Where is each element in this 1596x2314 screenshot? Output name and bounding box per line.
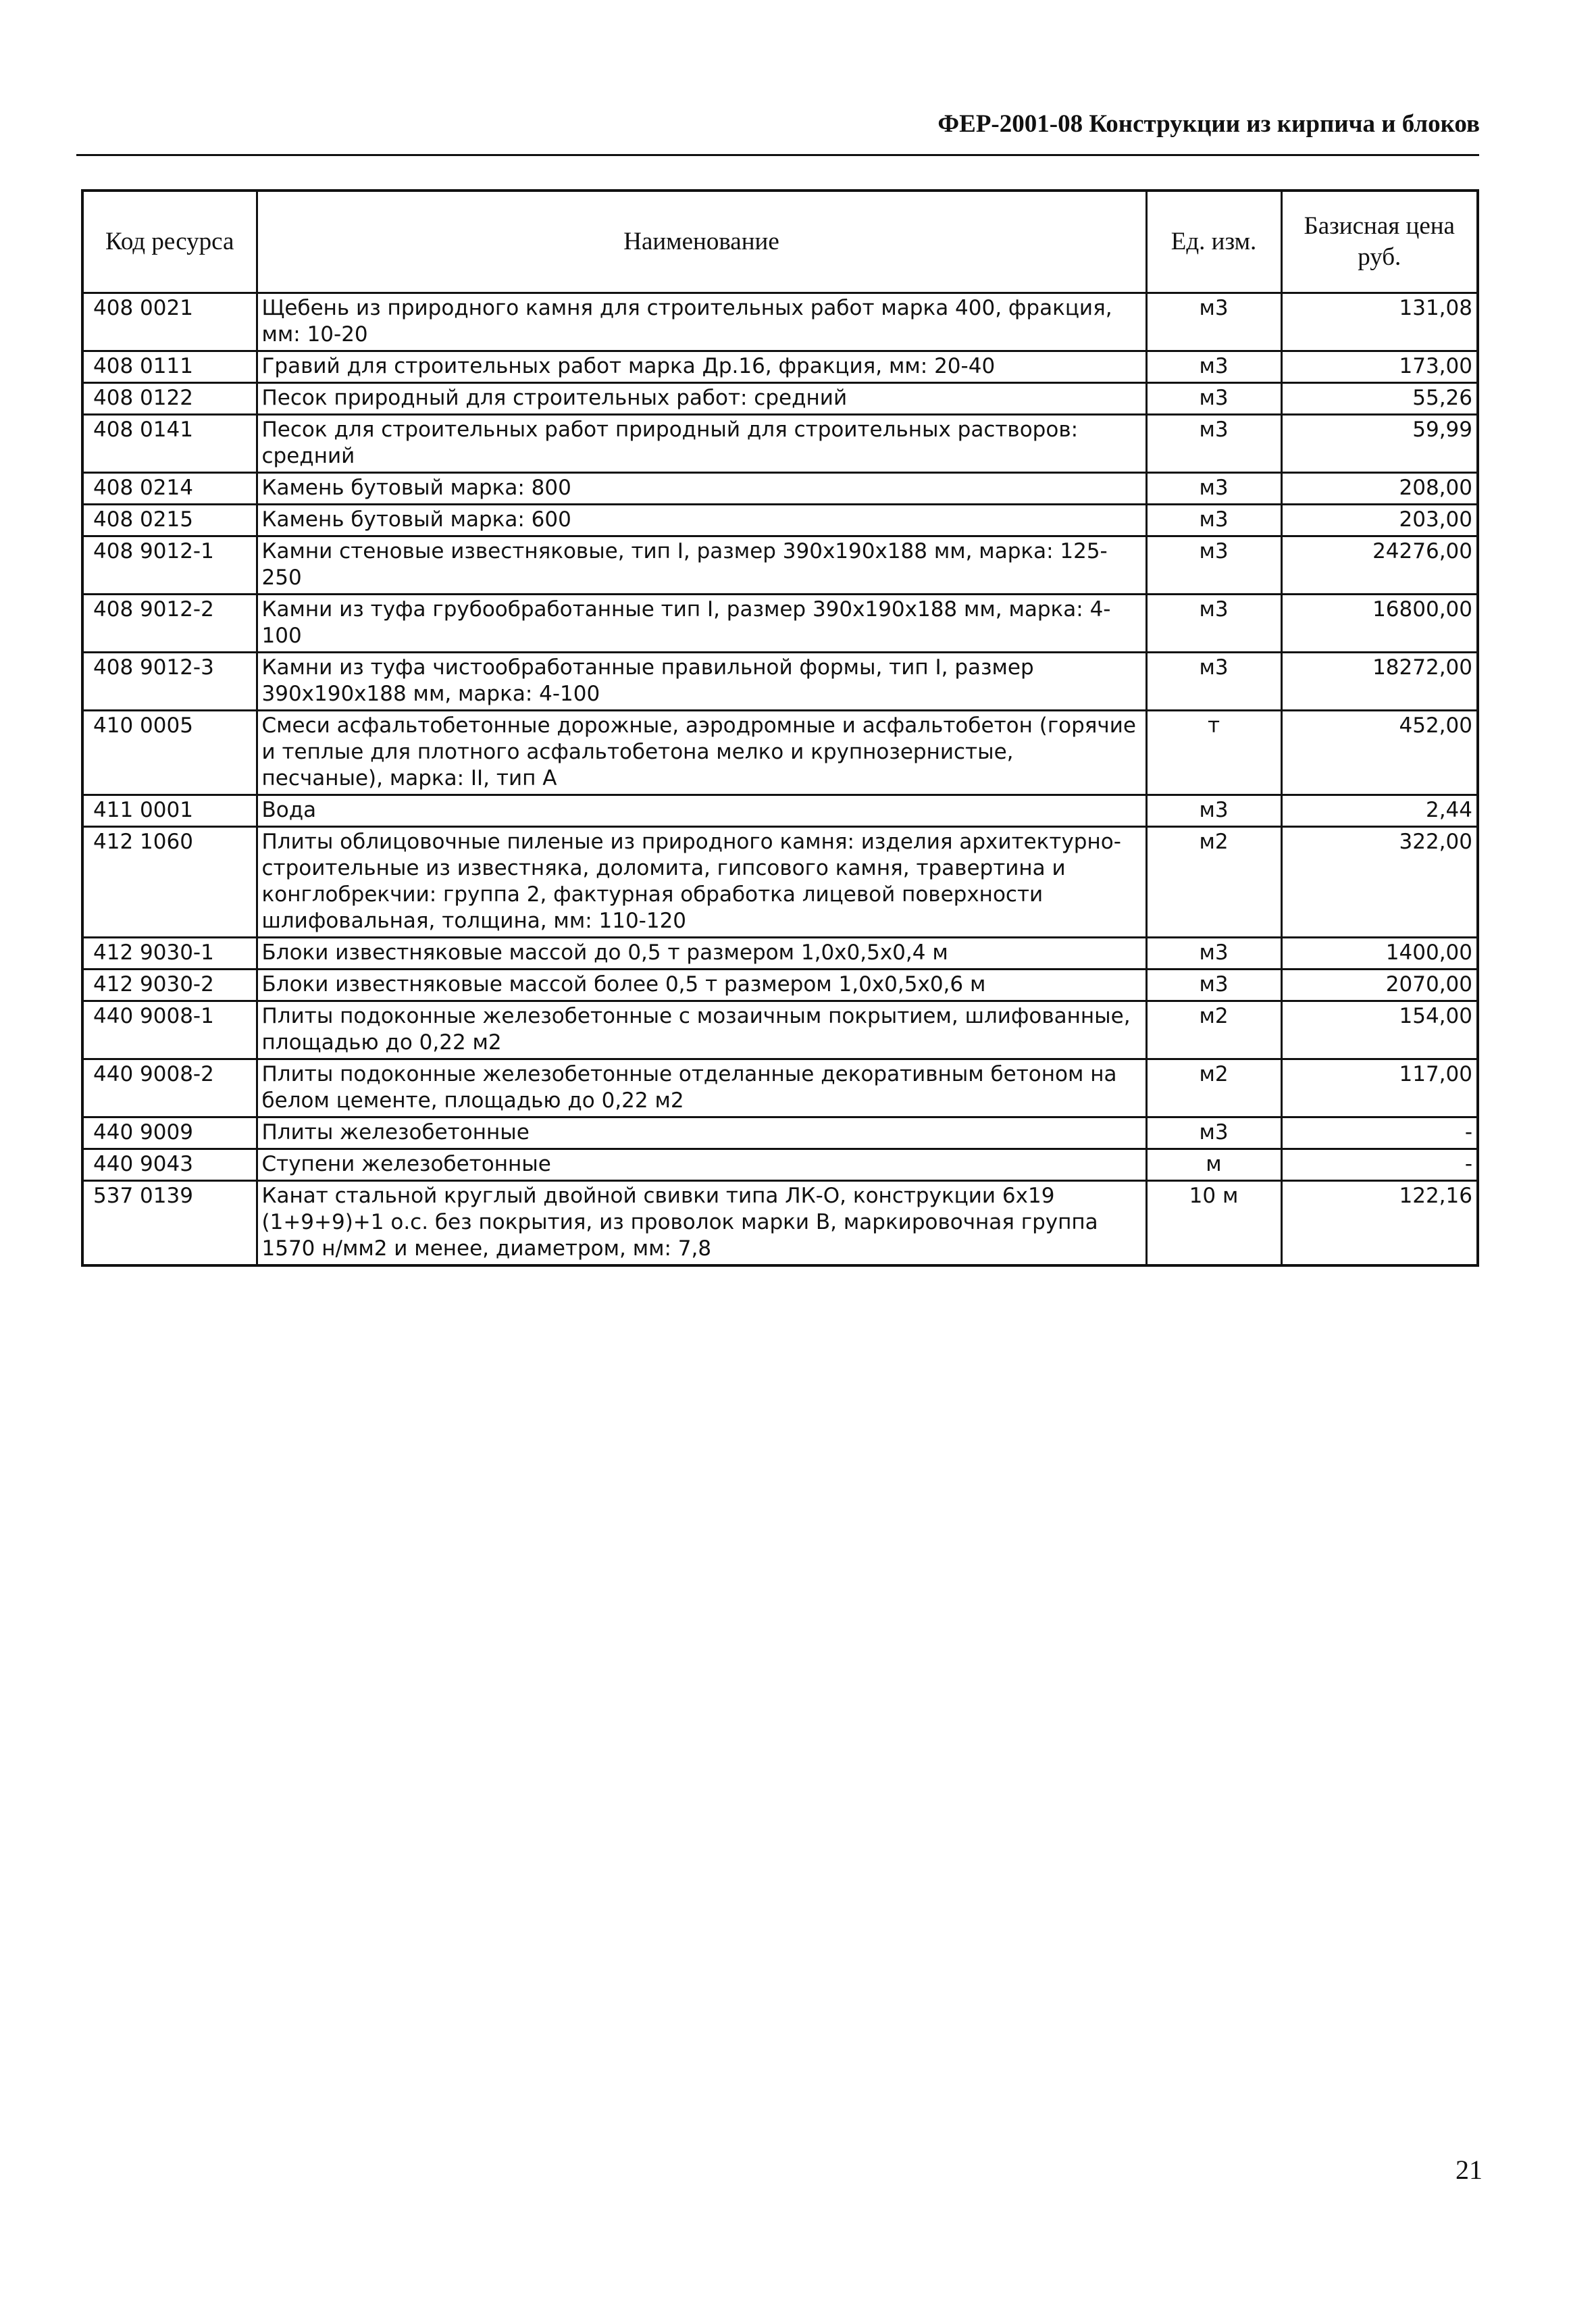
resource-price: 2,44	[1281, 795, 1478, 827]
resource-code: 408 9012-2	[82, 595, 257, 653]
table-header-row	[82, 191, 1478, 293]
resource-unit: м3	[1146, 383, 1281, 415]
resource-unit: м3	[1146, 505, 1281, 536]
resource-code: 408 0215	[82, 505, 257, 536]
running-header: ФЕР-2001-08 Конструкции из кирпича и блоков	[937, 110, 1480, 138]
resource-name: Камни стеновые известняковые, тип I, размер 390x190x188 мм, марка: 125-250	[257, 536, 1146, 595]
resource-unit: м3	[1146, 293, 1281, 351]
resource-name: Смеси асфальтобетонные дорожные, аэродромные и асфальтобетон (горячие и теплые для плотного асфальтобетона мелко и крупнозернистые, песчаные), марка: II, тип А	[257, 711, 1146, 795]
resource-code: 412 9030-1	[82, 938, 257, 970]
resource-price: 203,00	[1281, 505, 1478, 536]
resource-unit: м3	[1146, 795, 1281, 827]
resource-price: 131,08	[1281, 293, 1478, 351]
resource-name: Камень бутовый марка: 800	[257, 473, 1146, 505]
resource-name: Камни из туфа грубообработанные тип I, размер 390x190x188 мм, марка: 4-100	[257, 595, 1146, 653]
table-row	[82, 351, 1478, 383]
header-rule	[76, 154, 1479, 156]
table-row	[82, 653, 1478, 711]
resource-code: 440 9008-2	[82, 1059, 257, 1117]
resource-unit: м3	[1146, 1117, 1281, 1149]
table-row	[82, 1059, 1478, 1117]
resource-code: 412 9030-2	[82, 970, 257, 1001]
resource-unit: м2	[1146, 827, 1281, 938]
resource-name: Канат стальной круглый двойной свивки типа ЛК-О, конструкции 6x19 (1+9+9)+1 о.с. без покрытия, из проволок марки В, маркировочная группа 1570 н/мм2 и менее, диаметром, мм: 7,8	[257, 1181, 1146, 1266]
resource-price: 322,00	[1281, 827, 1478, 938]
resource-price: 154,00	[1281, 1001, 1478, 1059]
resource-code: 408 0021	[82, 293, 257, 351]
table-row	[82, 415, 1478, 473]
resource-name: Камень бутовый марка: 600	[257, 505, 1146, 536]
resource-name: Плиты облицовочные пиленые из природного камня: изделия архитектурно-строительные из известняка, доломита, гипсового камня, травертина и конглобрекчии: группа 2, фактурная обработка лицевой поверхности шлифовальная, толщина, мм: 110-120	[257, 827, 1146, 938]
table-row	[82, 711, 1478, 795]
table-row	[82, 505, 1478, 536]
resource-price: 173,00	[1281, 351, 1478, 383]
resource-code: 411 0001	[82, 795, 257, 827]
table-row	[82, 827, 1478, 938]
resource-unit: м2	[1146, 1001, 1281, 1059]
resource-code: 408 9012-3	[82, 653, 257, 711]
resource-code: 440 9008-1	[82, 1001, 257, 1059]
resource-unit: т	[1146, 711, 1281, 795]
resource-unit: м	[1146, 1149, 1281, 1181]
resource-price: -	[1281, 1149, 1478, 1181]
resource-price-table	[81, 189, 1479, 1267]
resource-code: 410 0005	[82, 711, 257, 795]
resource-unit: м3	[1146, 970, 1281, 1001]
resource-price: 117,00	[1281, 1059, 1478, 1117]
table-row	[82, 383, 1478, 415]
header-price: Базисная цена руб.	[1281, 191, 1478, 293]
table-row	[82, 536, 1478, 595]
resource-unit: м3	[1146, 595, 1281, 653]
resource-code: 537 0139	[82, 1181, 257, 1266]
resource-price: 59,99	[1281, 415, 1478, 473]
resource-price: 1400,00	[1281, 938, 1478, 970]
resource-name: Блоки известняковые массой более 0,5 т размером 1,0x0,5x0,6 м	[257, 970, 1146, 1001]
resource-price: 122,16	[1281, 1181, 1478, 1266]
resource-unit: м3	[1146, 473, 1281, 505]
resource-price: 2070,00	[1281, 970, 1478, 1001]
resource-unit: м3	[1146, 938, 1281, 970]
table-row	[82, 1149, 1478, 1181]
table-row	[82, 1181, 1478, 1266]
resource-price: -	[1281, 1117, 1478, 1149]
resource-code: 408 0214	[82, 473, 257, 505]
resource-unit: м3	[1146, 415, 1281, 473]
resource-name: Плиты подоконные железобетонные отделанные декоративным бетоном на белом цементе, площадью до 0,22 м2	[257, 1059, 1146, 1117]
resource-price: 24276,00	[1281, 536, 1478, 595]
table-row	[82, 473, 1478, 505]
resource-unit: м3	[1146, 653, 1281, 711]
page-number: 21	[1456, 2155, 1483, 2185]
resource-price: 18272,00	[1281, 653, 1478, 711]
header-name: Наименование	[257, 191, 1146, 293]
resource-unit: м3	[1146, 536, 1281, 595]
table-row	[82, 938, 1478, 970]
resource-price: 55,26	[1281, 383, 1478, 415]
resource-code: 440 9043	[82, 1149, 257, 1181]
resource-code: 412 1060	[82, 827, 257, 938]
resource-name: Плиты железобетонные	[257, 1117, 1146, 1149]
resource-name: Песок для строительных работ природный для строительных растворов: средний	[257, 415, 1146, 473]
resource-name: Камни из туфа чистообработанные правильной формы, тип I, размер 390x190x188 мм, марка: 4-100	[257, 653, 1146, 711]
resource-name: Блоки известняковые массой до 0,5 т размером 1,0x0,5x0,4 м	[257, 938, 1146, 970]
resource-name: Плиты подоконные железобетонные с мозаичным покрытием, шлифованные, площадью до 0,22 м2	[257, 1001, 1146, 1059]
table-row	[82, 293, 1478, 351]
table-row	[82, 970, 1478, 1001]
table-row	[82, 795, 1478, 827]
resource-code: 440 9009	[82, 1117, 257, 1149]
resource-name: Вода	[257, 795, 1146, 827]
resource-price: 452,00	[1281, 711, 1478, 795]
resource-name: Песок природный для строительных работ: средний	[257, 383, 1146, 415]
resource-price: 208,00	[1281, 473, 1478, 505]
resource-code: 408 0141	[82, 415, 257, 473]
resource-price: 16800,00	[1281, 595, 1478, 653]
resource-code: 408 0111	[82, 351, 257, 383]
table-row	[82, 595, 1478, 653]
table-row	[82, 1117, 1478, 1149]
resource-unit: м3	[1146, 351, 1281, 383]
resource-code: 408 0122	[82, 383, 257, 415]
resource-name: Гравий для строительных работ марка Др.16, фракция, мм: 20-40	[257, 351, 1146, 383]
resource-name: Щебень из природного камня для строительных работ марка 400, фракция, мм: 10-20	[257, 293, 1146, 351]
resource-code: 408 9012-1	[82, 536, 257, 595]
header-code: Код ресурса	[82, 191, 257, 293]
header-unit: Ед. изм.	[1146, 191, 1281, 293]
resource-name: Ступени железобетонные	[257, 1149, 1146, 1181]
resource-unit: 10 м	[1146, 1181, 1281, 1266]
table-row	[82, 1001, 1478, 1059]
resource-unit: м2	[1146, 1059, 1281, 1117]
